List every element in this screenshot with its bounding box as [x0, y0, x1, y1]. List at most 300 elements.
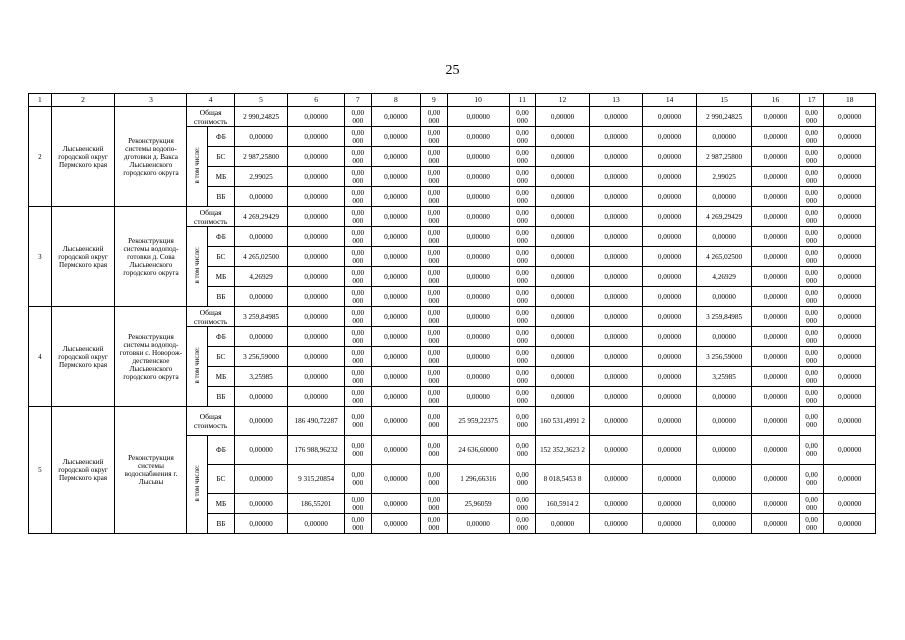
value-cell: 0,00 000 — [421, 127, 448, 147]
value-cell: 0,00000 — [536, 347, 590, 367]
value-cell: 0,00 000 — [799, 107, 824, 127]
value-cell: 4 265,02500 — [234, 247, 288, 267]
funding-type: МБ — [208, 167, 235, 187]
value-cell: 0,00000 — [288, 287, 345, 307]
value-cell: 0,00 000 — [799, 127, 824, 147]
value-cell: 0,00000 — [752, 247, 799, 267]
value-cell: 0,00 000 — [509, 207, 536, 227]
value-cell: 0,00000 — [589, 207, 643, 227]
column-header: 1 — [29, 94, 52, 107]
value-cell: 0,00000 — [447, 107, 509, 127]
value-cell: 0,00000 — [643, 367, 697, 387]
value-cell: 0,00 000 — [421, 387, 448, 407]
region-cell: Лысьвенский городской округ Пермского края — [51, 207, 115, 307]
table-row — [29, 407, 876, 436]
value-cell: 4 269,29429 — [234, 207, 288, 227]
value-cell: 0,00000 — [536, 167, 590, 187]
value-cell: 0,00000 — [824, 347, 876, 367]
value-cell: 0,00 000 — [421, 107, 448, 127]
value-cell: 0,00000 — [589, 465, 643, 494]
funding-type: Общая стоимость — [187, 207, 234, 227]
value-cell: 0,00 000 — [344, 407, 371, 436]
row-number: 5 — [29, 407, 52, 534]
value-cell: 0,00000 — [696, 387, 752, 407]
value-cell: 0,00000 — [752, 127, 799, 147]
row-number: 2 — [29, 107, 52, 207]
value-cell: 160,5914 2 — [536, 494, 590, 514]
value-cell: 0,00 000 — [421, 247, 448, 267]
value-cell: 0,00 000 — [344, 327, 371, 347]
value-cell: 0,00000 — [371, 327, 420, 347]
value-cell: 24 636,60000 — [447, 436, 509, 465]
value-cell: 0,00 000 — [344, 307, 371, 327]
value-cell: 0,00000 — [371, 127, 420, 147]
value-cell: 0,00000 — [824, 327, 876, 347]
value-cell: 0,00000 — [643, 207, 697, 227]
value-cell: 0,00000 — [536, 187, 590, 207]
value-cell: 0,00000 — [752, 207, 799, 227]
value-cell: 0,00 000 — [344, 387, 371, 407]
value-cell: 0,00 000 — [344, 436, 371, 465]
value-cell: 0,00000 — [643, 436, 697, 465]
value-cell: 0,00000 — [371, 267, 420, 287]
value-cell: 0,00000 — [824, 436, 876, 465]
column-header: 16 — [752, 94, 799, 107]
value-cell: 0,00000 — [447, 327, 509, 347]
value-cell: 2 990,24825 — [234, 107, 288, 127]
value-cell: 0,00 000 — [509, 407, 536, 436]
value-cell: 2 987,25800 — [234, 147, 288, 167]
value-cell: 0,00000 — [824, 307, 876, 327]
funding-type: ВБ — [208, 187, 235, 207]
value-cell: 0,00000 — [371, 247, 420, 267]
value-cell: 0,00000 — [234, 465, 288, 494]
value-cell: 0,00000 — [643, 167, 697, 187]
value-cell: 0,00000 — [752, 514, 799, 534]
value-cell: 186,55201 — [288, 494, 345, 514]
value-cell: 0,00000 — [589, 494, 643, 514]
column-header: 7 — [344, 94, 371, 107]
value-cell: 0,00000 — [371, 227, 420, 247]
value-cell: 0,00000 — [589, 327, 643, 347]
value-cell: 0,00 000 — [421, 187, 448, 207]
value-cell: 0,00000 — [234, 187, 288, 207]
value-cell: 0,00 000 — [344, 267, 371, 287]
value-cell: 3 259,84985 — [696, 307, 752, 327]
column-header: 17 — [799, 94, 824, 107]
value-cell: 0,00000 — [696, 436, 752, 465]
value-cell: 0,00 000 — [509, 347, 536, 367]
value-cell: 0,00 000 — [421, 436, 448, 465]
value-cell: 0,00 000 — [799, 347, 824, 367]
value-cell: 0,00000 — [234, 514, 288, 534]
value-cell: 0,00 000 — [509, 436, 536, 465]
value-cell: 4 265,02500 — [696, 247, 752, 267]
value-cell: 0,00 000 — [421, 367, 448, 387]
funding-type: Общая стоимость — [187, 107, 234, 127]
value-cell: 0,00000 — [447, 187, 509, 207]
value-cell: 0,00000 — [643, 327, 697, 347]
column-header: 14 — [643, 94, 697, 107]
object-cell: Реконструкция системы водопод-готовки с. Новорож-дественское Лысьвенского городского округа — [115, 307, 187, 407]
value-cell: 176 988,96232 — [288, 436, 345, 465]
value-cell: 0,00000 — [371, 307, 420, 327]
value-cell: 0,00000 — [447, 227, 509, 247]
value-cell: 0,00000 — [589, 147, 643, 167]
value-cell: 3 259,84985 — [234, 307, 288, 327]
value-cell: 0,00000 — [589, 367, 643, 387]
vertical-label: в том числе: — [193, 247, 202, 284]
value-cell: 0,00000 — [752, 436, 799, 465]
value-cell: 0,00000 — [447, 347, 509, 367]
value-cell: 0,00000 — [824, 127, 876, 147]
value-cell: 0,00 000 — [344, 207, 371, 227]
page-number: 25 — [445, 63, 460, 78]
value-cell: 2 987,25800 — [696, 147, 752, 167]
region-cell: Лысьвенский городской округ Пермского края — [51, 307, 115, 407]
value-cell: 0,00000 — [589, 347, 643, 367]
value-cell: 0,00000 — [696, 465, 752, 494]
in-that-number-label — [187, 436, 208, 534]
value-cell: 0,00000 — [536, 514, 590, 534]
value-cell: 0,00 000 — [421, 494, 448, 514]
value-cell: 0,00000 — [696, 514, 752, 534]
value-cell: 0,00000 — [643, 247, 697, 267]
value-cell: 0,00 000 — [421, 327, 448, 347]
value-cell: 0,00000 — [589, 514, 643, 534]
budget-table — [28, 93, 876, 534]
value-cell: 0,00 000 — [799, 167, 824, 187]
value-cell: 0,00000 — [288, 227, 345, 247]
value-cell: 0,00000 — [643, 127, 697, 147]
value-cell: 9 315,20854 — [288, 465, 345, 494]
value-cell: 0,00 000 — [509, 327, 536, 347]
column-header: 15 — [696, 94, 752, 107]
value-cell: 0,00000 — [288, 267, 345, 287]
value-cell: 0,00 000 — [344, 187, 371, 207]
value-cell: 1 296,66316 — [447, 465, 509, 494]
value-cell: 25,96059 — [447, 494, 509, 514]
funding-type: Общая стоимость — [187, 307, 234, 327]
value-cell: 0,00 000 — [421, 407, 448, 436]
table-row — [29, 307, 876, 327]
value-cell: 0,00 000 — [799, 227, 824, 247]
value-cell: 0,00000 — [824, 387, 876, 407]
value-cell: 0,00000 — [536, 307, 590, 327]
value-cell: 0,00000 — [589, 107, 643, 127]
value-cell: 0,00 000 — [421, 207, 448, 227]
value-cell: 0,00 000 — [509, 387, 536, 407]
value-cell: 0,00000 — [824, 267, 876, 287]
value-cell: 0,00000 — [589, 227, 643, 247]
value-cell: 0,00 000 — [799, 307, 824, 327]
value-cell: 0,00 000 — [509, 307, 536, 327]
value-cell: 0,00 000 — [421, 307, 448, 327]
value-cell: 0,00000 — [643, 267, 697, 287]
value-cell: 0,00000 — [234, 227, 288, 247]
value-cell: 0,00000 — [371, 407, 420, 436]
value-cell: 0,00 000 — [509, 127, 536, 147]
value-cell: 0,00000 — [589, 307, 643, 327]
value-cell: 0,00000 — [696, 287, 752, 307]
value-cell: 0,00000 — [371, 514, 420, 534]
value-cell: 4,26929 — [696, 267, 752, 287]
value-cell: 2 990,24825 — [696, 107, 752, 127]
value-cell: 0,00000 — [371, 167, 420, 187]
value-cell: 0,00 000 — [344, 167, 371, 187]
value-cell: 0,00000 — [643, 514, 697, 534]
value-cell: 0,00000 — [696, 494, 752, 514]
value-cell: 3,25985 — [696, 367, 752, 387]
value-cell: 0,00 000 — [799, 436, 824, 465]
value-cell: 0,00000 — [589, 187, 643, 207]
value-cell: 0,00000 — [752, 387, 799, 407]
value-cell: 0,00000 — [824, 107, 876, 127]
column-header: 6 — [288, 94, 345, 107]
value-cell: 0,00000 — [752, 227, 799, 247]
value-cell: 0,00000 — [824, 465, 876, 494]
value-cell: 0,00 000 — [509, 514, 536, 534]
value-cell: 25 959,22375 — [447, 407, 509, 436]
value-cell: 0,00000 — [589, 167, 643, 187]
value-cell: 0,00000 — [752, 107, 799, 127]
value-cell: 0,00000 — [752, 287, 799, 307]
funding-type: ФБ — [208, 436, 235, 465]
value-cell: 0,00 000 — [799, 147, 824, 167]
value-cell: 0,00 000 — [799, 407, 824, 436]
value-cell: 0,00 000 — [344, 514, 371, 534]
value-cell: 0,00000 — [752, 407, 799, 436]
region-cell: Лысьвенский городской округ Пермского края — [51, 107, 115, 207]
value-cell: 0,00 000 — [344, 494, 371, 514]
value-cell: 0,00 000 — [421, 514, 448, 534]
value-cell: 0,00000 — [371, 347, 420, 367]
value-cell: 0,00000 — [234, 387, 288, 407]
value-cell: 0,00000 — [288, 167, 345, 187]
value-cell: 0,00 000 — [509, 287, 536, 307]
column-header: 2 — [51, 94, 115, 107]
value-cell: 0,00000 — [589, 247, 643, 267]
value-cell: 0,00000 — [288, 127, 345, 147]
value-cell: 0,00000 — [696, 187, 752, 207]
value-cell: 0,00 000 — [799, 187, 824, 207]
in-that-number-label — [187, 127, 208, 207]
value-cell: 0,00000 — [447, 127, 509, 147]
value-cell: 0,00000 — [447, 307, 509, 327]
value-cell: 0,00000 — [288, 307, 345, 327]
funding-type: БС — [208, 247, 235, 267]
table-row — [29, 207, 876, 227]
value-cell: 0,00000 — [371, 287, 420, 307]
value-cell: 0,00000 — [643, 187, 697, 207]
value-cell: 0,00000 — [643, 347, 697, 367]
value-cell: 0,00000 — [288, 347, 345, 367]
value-cell: 0,00 000 — [799, 207, 824, 227]
row-number: 4 — [29, 307, 52, 407]
value-cell: 0,00000 — [589, 436, 643, 465]
value-cell: 4 269,29429 — [696, 207, 752, 227]
value-cell: 0,00000 — [536, 367, 590, 387]
value-cell: 0,00 000 — [344, 347, 371, 367]
value-cell: 0,00000 — [643, 494, 697, 514]
value-cell: 0,00 000 — [509, 465, 536, 494]
value-cell: 0,00000 — [234, 127, 288, 147]
value-cell: 0,00 000 — [509, 247, 536, 267]
value-cell: 0,00000 — [288, 187, 345, 207]
column-header: 9 — [421, 94, 448, 107]
value-cell: 0,00000 — [447, 367, 509, 387]
value-cell: 0,00000 — [288, 247, 345, 267]
value-cell: 0,00000 — [824, 287, 876, 307]
value-cell: 0,00000 — [824, 494, 876, 514]
funding-type: ФБ — [208, 127, 235, 147]
value-cell: 0,00000 — [824, 167, 876, 187]
value-cell: 0,00000 — [447, 514, 509, 534]
value-cell: 0,00 000 — [509, 187, 536, 207]
value-cell: 0,00000 — [643, 107, 697, 127]
value-cell: 0,00000 — [696, 227, 752, 247]
value-cell: 0,00 000 — [344, 227, 371, 247]
value-cell: 0,00000 — [824, 147, 876, 167]
value-cell: 4,26929 — [234, 267, 288, 287]
value-cell: 0,00 000 — [344, 147, 371, 167]
value-cell: 0,00000 — [643, 147, 697, 167]
value-cell: 0,00000 — [589, 287, 643, 307]
value-cell: 0,00 000 — [344, 107, 371, 127]
value-cell: 0,00000 — [643, 287, 697, 307]
value-cell: 2,99025 — [234, 167, 288, 187]
value-cell: 0,00 000 — [344, 127, 371, 147]
value-cell: 0,00000 — [752, 347, 799, 367]
value-cell: 3,25985 — [234, 367, 288, 387]
column-header: 10 — [447, 94, 509, 107]
value-cell: 0,00 000 — [421, 267, 448, 287]
value-cell: 0,00 000 — [421, 465, 448, 494]
value-cell: 0,00000 — [752, 367, 799, 387]
value-cell: 0,00000 — [536, 107, 590, 127]
vertical-label: в том числе: — [193, 465, 202, 502]
value-cell: 0,00000 — [536, 127, 590, 147]
value-cell: 0,00000 — [752, 187, 799, 207]
value-cell: 186 490,72287 — [288, 407, 345, 436]
funding-type: ФБ — [208, 327, 235, 347]
table-row — [29, 107, 876, 127]
value-cell: 0,00 000 — [509, 167, 536, 187]
header-row — [29, 94, 876, 107]
funding-type: БС — [208, 465, 235, 494]
value-cell: 0,00000 — [288, 107, 345, 127]
value-cell: 0,00 000 — [421, 287, 448, 307]
value-cell: 0,00000 — [288, 367, 345, 387]
value-cell: 0,00000 — [824, 407, 876, 436]
value-cell: 0,00 000 — [509, 227, 536, 247]
value-cell: 0,00000 — [288, 514, 345, 534]
value-cell: 0,00000 — [752, 267, 799, 287]
value-cell: 0,00 000 — [799, 327, 824, 347]
value-cell: 0,00000 — [536, 227, 590, 247]
value-cell: 0,00000 — [589, 127, 643, 147]
value-cell: 0,00000 — [643, 407, 697, 436]
column-header: 12 — [536, 94, 590, 107]
value-cell: 0,00 000 — [421, 347, 448, 367]
value-cell: 0,00 000 — [509, 147, 536, 167]
value-cell: 0,00 000 — [799, 287, 824, 307]
value-cell: 0,00000 — [589, 267, 643, 287]
value-cell: 0,00000 — [536, 287, 590, 307]
column-header: 8 — [371, 94, 420, 107]
value-cell: 0,00000 — [447, 167, 509, 187]
value-cell: 0,00000 — [696, 127, 752, 147]
value-cell: 0,00000 — [536, 247, 590, 267]
value-cell: 0,00000 — [536, 267, 590, 287]
value-cell: 0,00 000 — [344, 367, 371, 387]
value-cell: 0,00000 — [752, 494, 799, 514]
column-header: 13 — [589, 94, 643, 107]
column-header: 3 — [115, 94, 187, 107]
value-cell: 0,00000 — [824, 247, 876, 267]
in-that-number-label — [187, 227, 208, 307]
value-cell: 0,00 000 — [509, 494, 536, 514]
value-cell: 0,00000 — [371, 387, 420, 407]
value-cell: 0,00000 — [752, 465, 799, 494]
value-cell: 0,00000 — [752, 327, 799, 347]
value-cell: 0,00 000 — [421, 147, 448, 167]
value-cell: 0,00000 — [288, 387, 345, 407]
value-cell: 0,00000 — [696, 327, 752, 347]
value-cell: 8 018,5453 8 — [536, 465, 590, 494]
value-cell: 0,00000 — [447, 207, 509, 227]
region-cell: Лысьвенский городской округ Пермского края — [51, 407, 115, 534]
value-cell: 2,99025 — [696, 167, 752, 187]
value-cell: 0,00000 — [447, 247, 509, 267]
value-cell: 3 256,59000 — [234, 347, 288, 367]
funding-type: ФБ — [208, 227, 235, 247]
value-cell: 0,00000 — [752, 307, 799, 327]
value-cell: 0,00 000 — [421, 167, 448, 187]
object-cell: Реконструкция системы водопод-готовки д. Сова Лысьвенского городского округа — [115, 207, 187, 307]
value-cell: 0,00000 — [824, 514, 876, 534]
value-cell: 0,00000 — [234, 287, 288, 307]
value-cell: 0,00000 — [371, 147, 420, 167]
value-cell: 0,00 000 — [344, 287, 371, 307]
funding-type: ВБ — [208, 387, 235, 407]
value-cell: 0,00 000 — [344, 247, 371, 267]
funding-type: ВБ — [208, 514, 235, 534]
value-cell: 0,00000 — [536, 147, 590, 167]
value-cell: 0,00000 — [234, 494, 288, 514]
value-cell: 0,00 000 — [799, 267, 824, 287]
value-cell: 0,00000 — [643, 465, 697, 494]
value-cell: 0,00000 — [371, 107, 420, 127]
value-cell: 0,00000 — [288, 147, 345, 167]
value-cell: 0,00000 — [371, 367, 420, 387]
value-cell: 0,00 000 — [509, 267, 536, 287]
value-cell: 0,00000 — [371, 187, 420, 207]
value-cell: 0,00000 — [288, 327, 345, 347]
value-cell: 0,00000 — [643, 387, 697, 407]
value-cell: 0,00 000 — [509, 367, 536, 387]
value-cell: 0,00000 — [371, 436, 420, 465]
value-cell: 0,00000 — [696, 407, 752, 436]
funding-type: МБ — [208, 494, 235, 514]
column-header: 18 — [824, 94, 876, 107]
value-cell: 0,00000 — [371, 207, 420, 227]
value-cell: 0,00 000 — [799, 514, 824, 534]
funding-type: МБ — [208, 367, 235, 387]
value-cell: 0,00000 — [643, 227, 697, 247]
value-cell: 0,00000 — [589, 407, 643, 436]
funding-type: БС — [208, 147, 235, 167]
